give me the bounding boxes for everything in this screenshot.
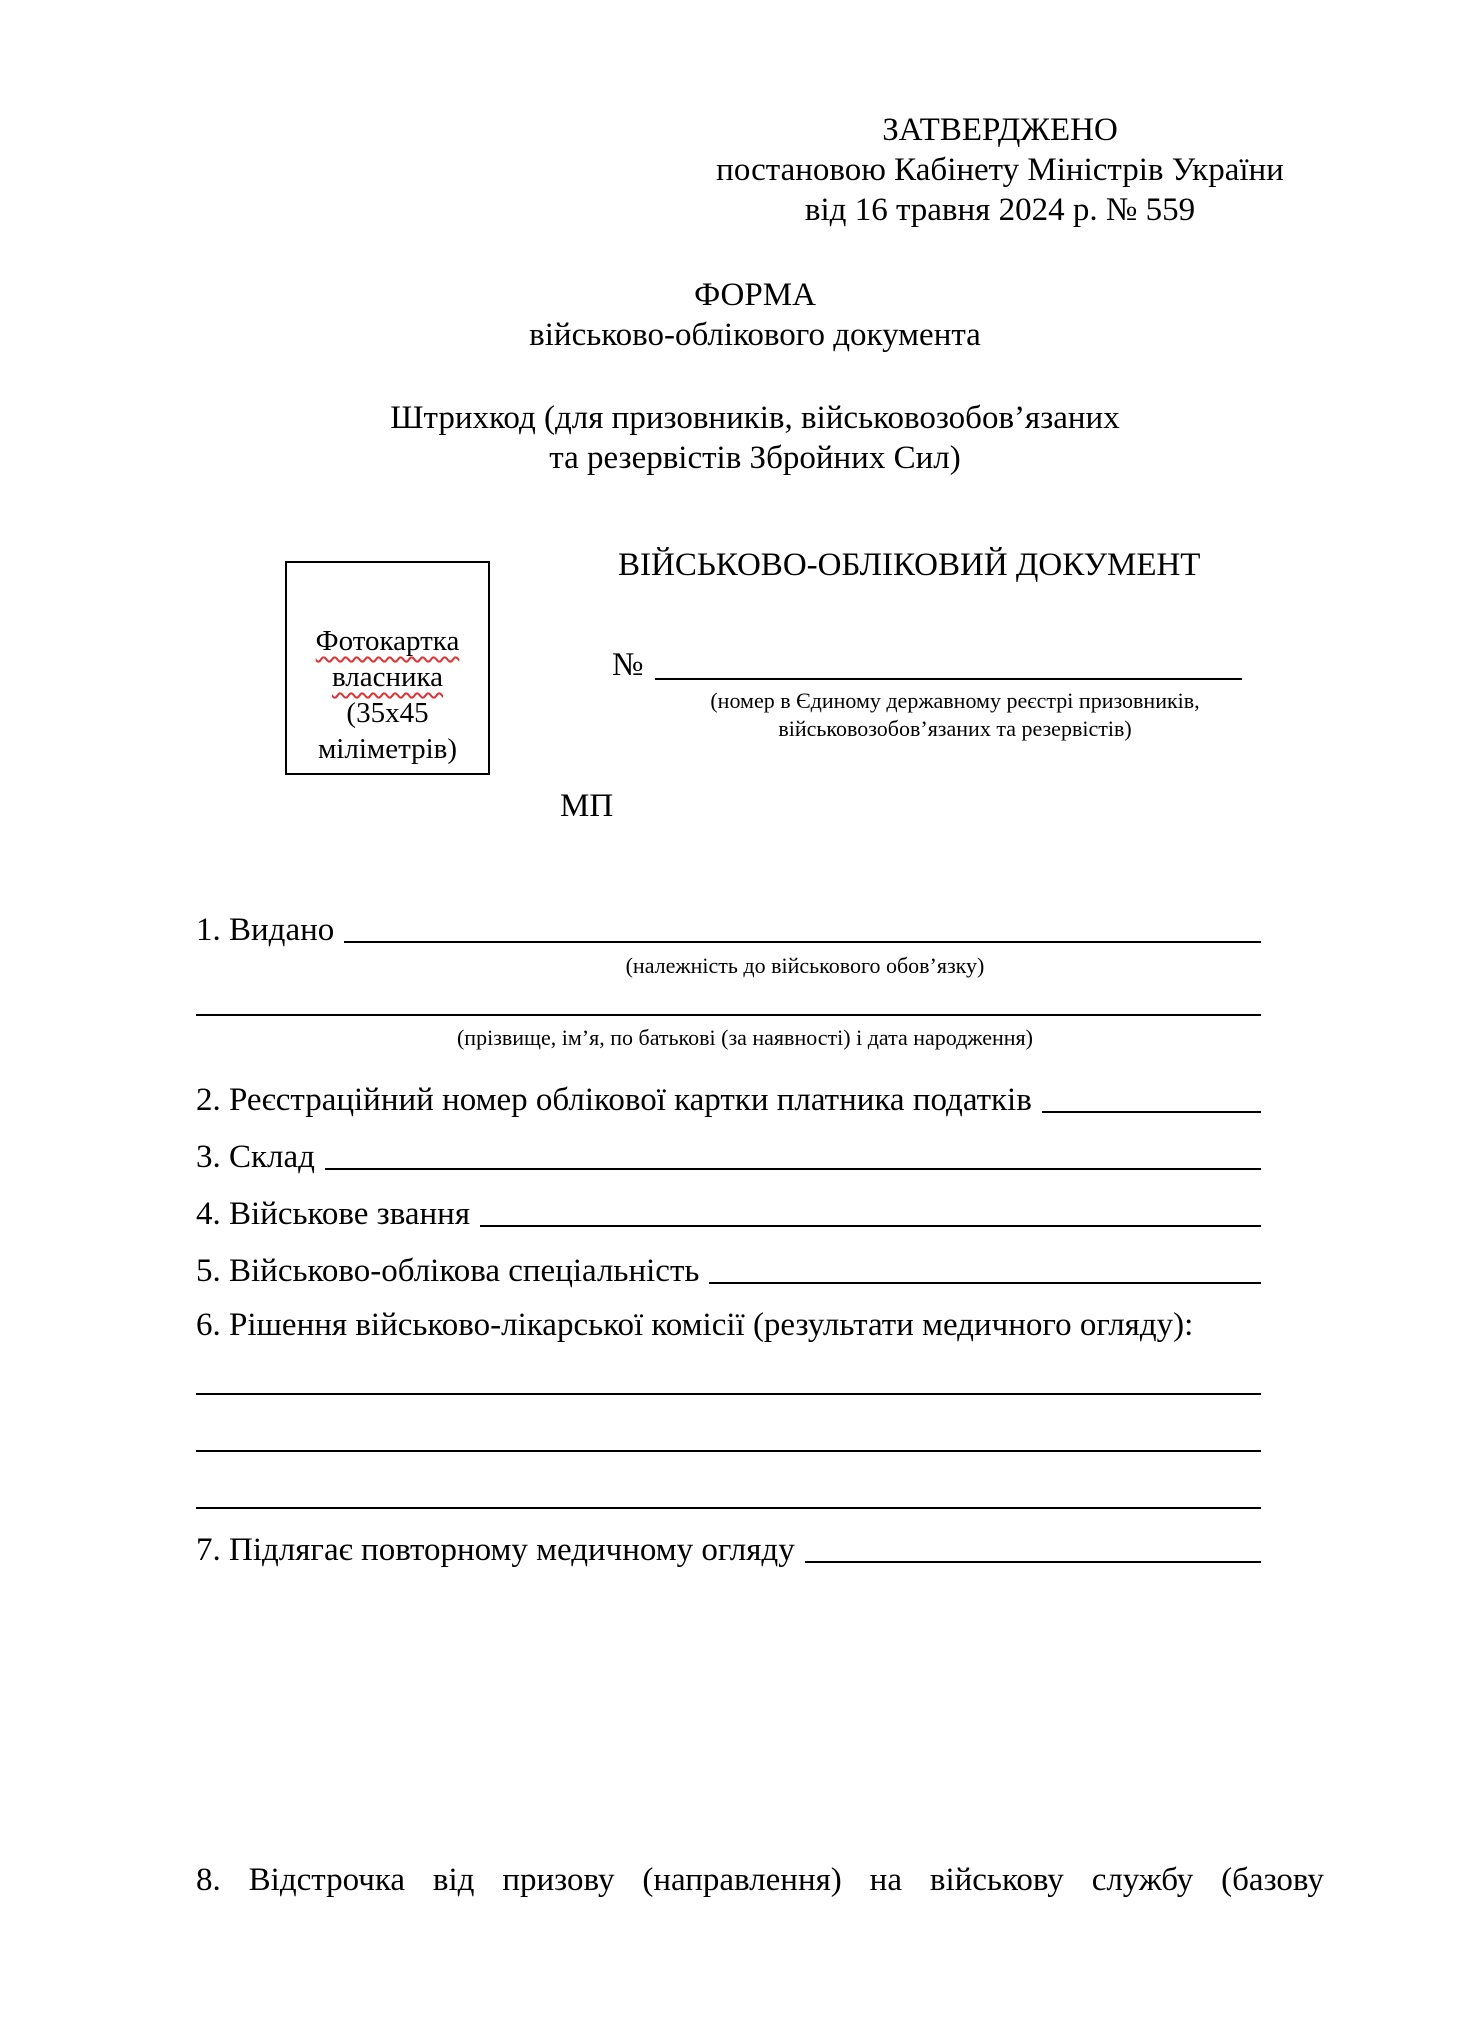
field-deferment-word: військову — [929, 1862, 1064, 1898]
field-rank-line[interactable] — [480, 1225, 1261, 1227]
field-deferment-word: від — [432, 1862, 475, 1898]
field-medical-decision-line-3[interactable] — [196, 1507, 1261, 1509]
number-hint-line-2: військовозобов’язаних та резервістів) — [778, 716, 1132, 741]
field-issued-row — [196, 910, 1261, 950]
approval-title: ЗАТВЕРДЖЕНО — [882, 112, 1118, 148]
field-medical-decision-line-2[interactable] — [196, 1450, 1261, 1452]
field-composition-line[interactable] — [325, 1168, 1261, 1170]
field-tax-number-line[interactable] — [1042, 1111, 1261, 1113]
field-deferment-word: службу — [1091, 1862, 1194, 1898]
field-medical-decision-line-1[interactable] — [196, 1393, 1261, 1395]
field-issued-hint: (належність до військового обов’язку) — [625, 953, 985, 978]
field-specialty-label: 5. Військово-облікова спеціальність — [196, 1253, 700, 1289]
form-title: ФОРМА — [694, 277, 816, 313]
number-hint-line-1: (номер в Єдиному державному реєстрі призовників, — [710, 688, 1200, 713]
field-reexam-line[interactable] — [805, 1561, 1261, 1563]
field-name-line[interactable] — [196, 1014, 1261, 1016]
form-subtitle: військово-облікового документа — [529, 317, 981, 353]
number-label: № — [612, 647, 644, 683]
field-reexam-row — [196, 1530, 1261, 1570]
photo-label-line-2: власника — [331, 661, 444, 693]
photo-placeholder-box — [285, 561, 490, 775]
field-deferment-line — [196, 1860, 1324, 1900]
field-deferment-word: на — [869, 1862, 902, 1898]
field-composition-label: 3. Склад — [196, 1139, 315, 1175]
field-specialty-row — [196, 1251, 1261, 1291]
field-deferment-word: призову — [502, 1862, 615, 1898]
photo-label-line-3: (35х45 — [346, 697, 429, 729]
field-name-hint: (прізвище, ім’я, по батькові (за наявності) і дата народження) — [456, 1025, 1033, 1050]
field-tax-number-label: 2. Реєстраційний номер облікової картки платника податків — [196, 1082, 1032, 1118]
document-title: ВІЙСЬКОВО-ОБЛІКОВИЙ ДОКУМЕНТ — [618, 547, 1201, 583]
number-field-line[interactable] — [655, 678, 1242, 680]
approval-line-2: від 16 травня 2024 р. № 559 — [804, 192, 1196, 228]
field-medical-decision-label: 6. Рішення військово-лікарської комісії (результати медичного огляду): — [196, 1307, 1194, 1343]
photo-label-line-1: Фотокартка — [315, 625, 460, 657]
field-deferment-word: 8. — [196, 1862, 221, 1898]
field-composition-row — [196, 1137, 1261, 1177]
field-deferment-word: Відстрочка — [248, 1862, 406, 1898]
field-tax-number-row — [196, 1080, 1261, 1120]
field-deferment-word: (направлення) — [642, 1862, 842, 1898]
field-rank-label: 4. Військове звання — [196, 1196, 471, 1232]
field-issued-label: 1. Видано — [196, 912, 335, 948]
barcode-note-line-2: та резервістів Збройних Сил) — [549, 440, 961, 476]
barcode-note-line-1: Штрихкод (для призовників, військовозобов’язаних — [390, 400, 1120, 436]
field-rank-row — [196, 1194, 1261, 1234]
field-issued-line[interactable] — [344, 941, 1261, 943]
field-specialty-line[interactable] — [709, 1282, 1261, 1284]
approval-line-1: постановою Кабінету Міністрів України — [716, 152, 1284, 188]
photo-label-line-4: міліметрів) — [317, 733, 458, 765]
stamp-mark: МП — [560, 788, 614, 824]
field-deferment-word: (базову — [1221, 1862, 1324, 1898]
field-reexam-label: 7. Підлягає повторному медичному огляду — [196, 1532, 795, 1568]
